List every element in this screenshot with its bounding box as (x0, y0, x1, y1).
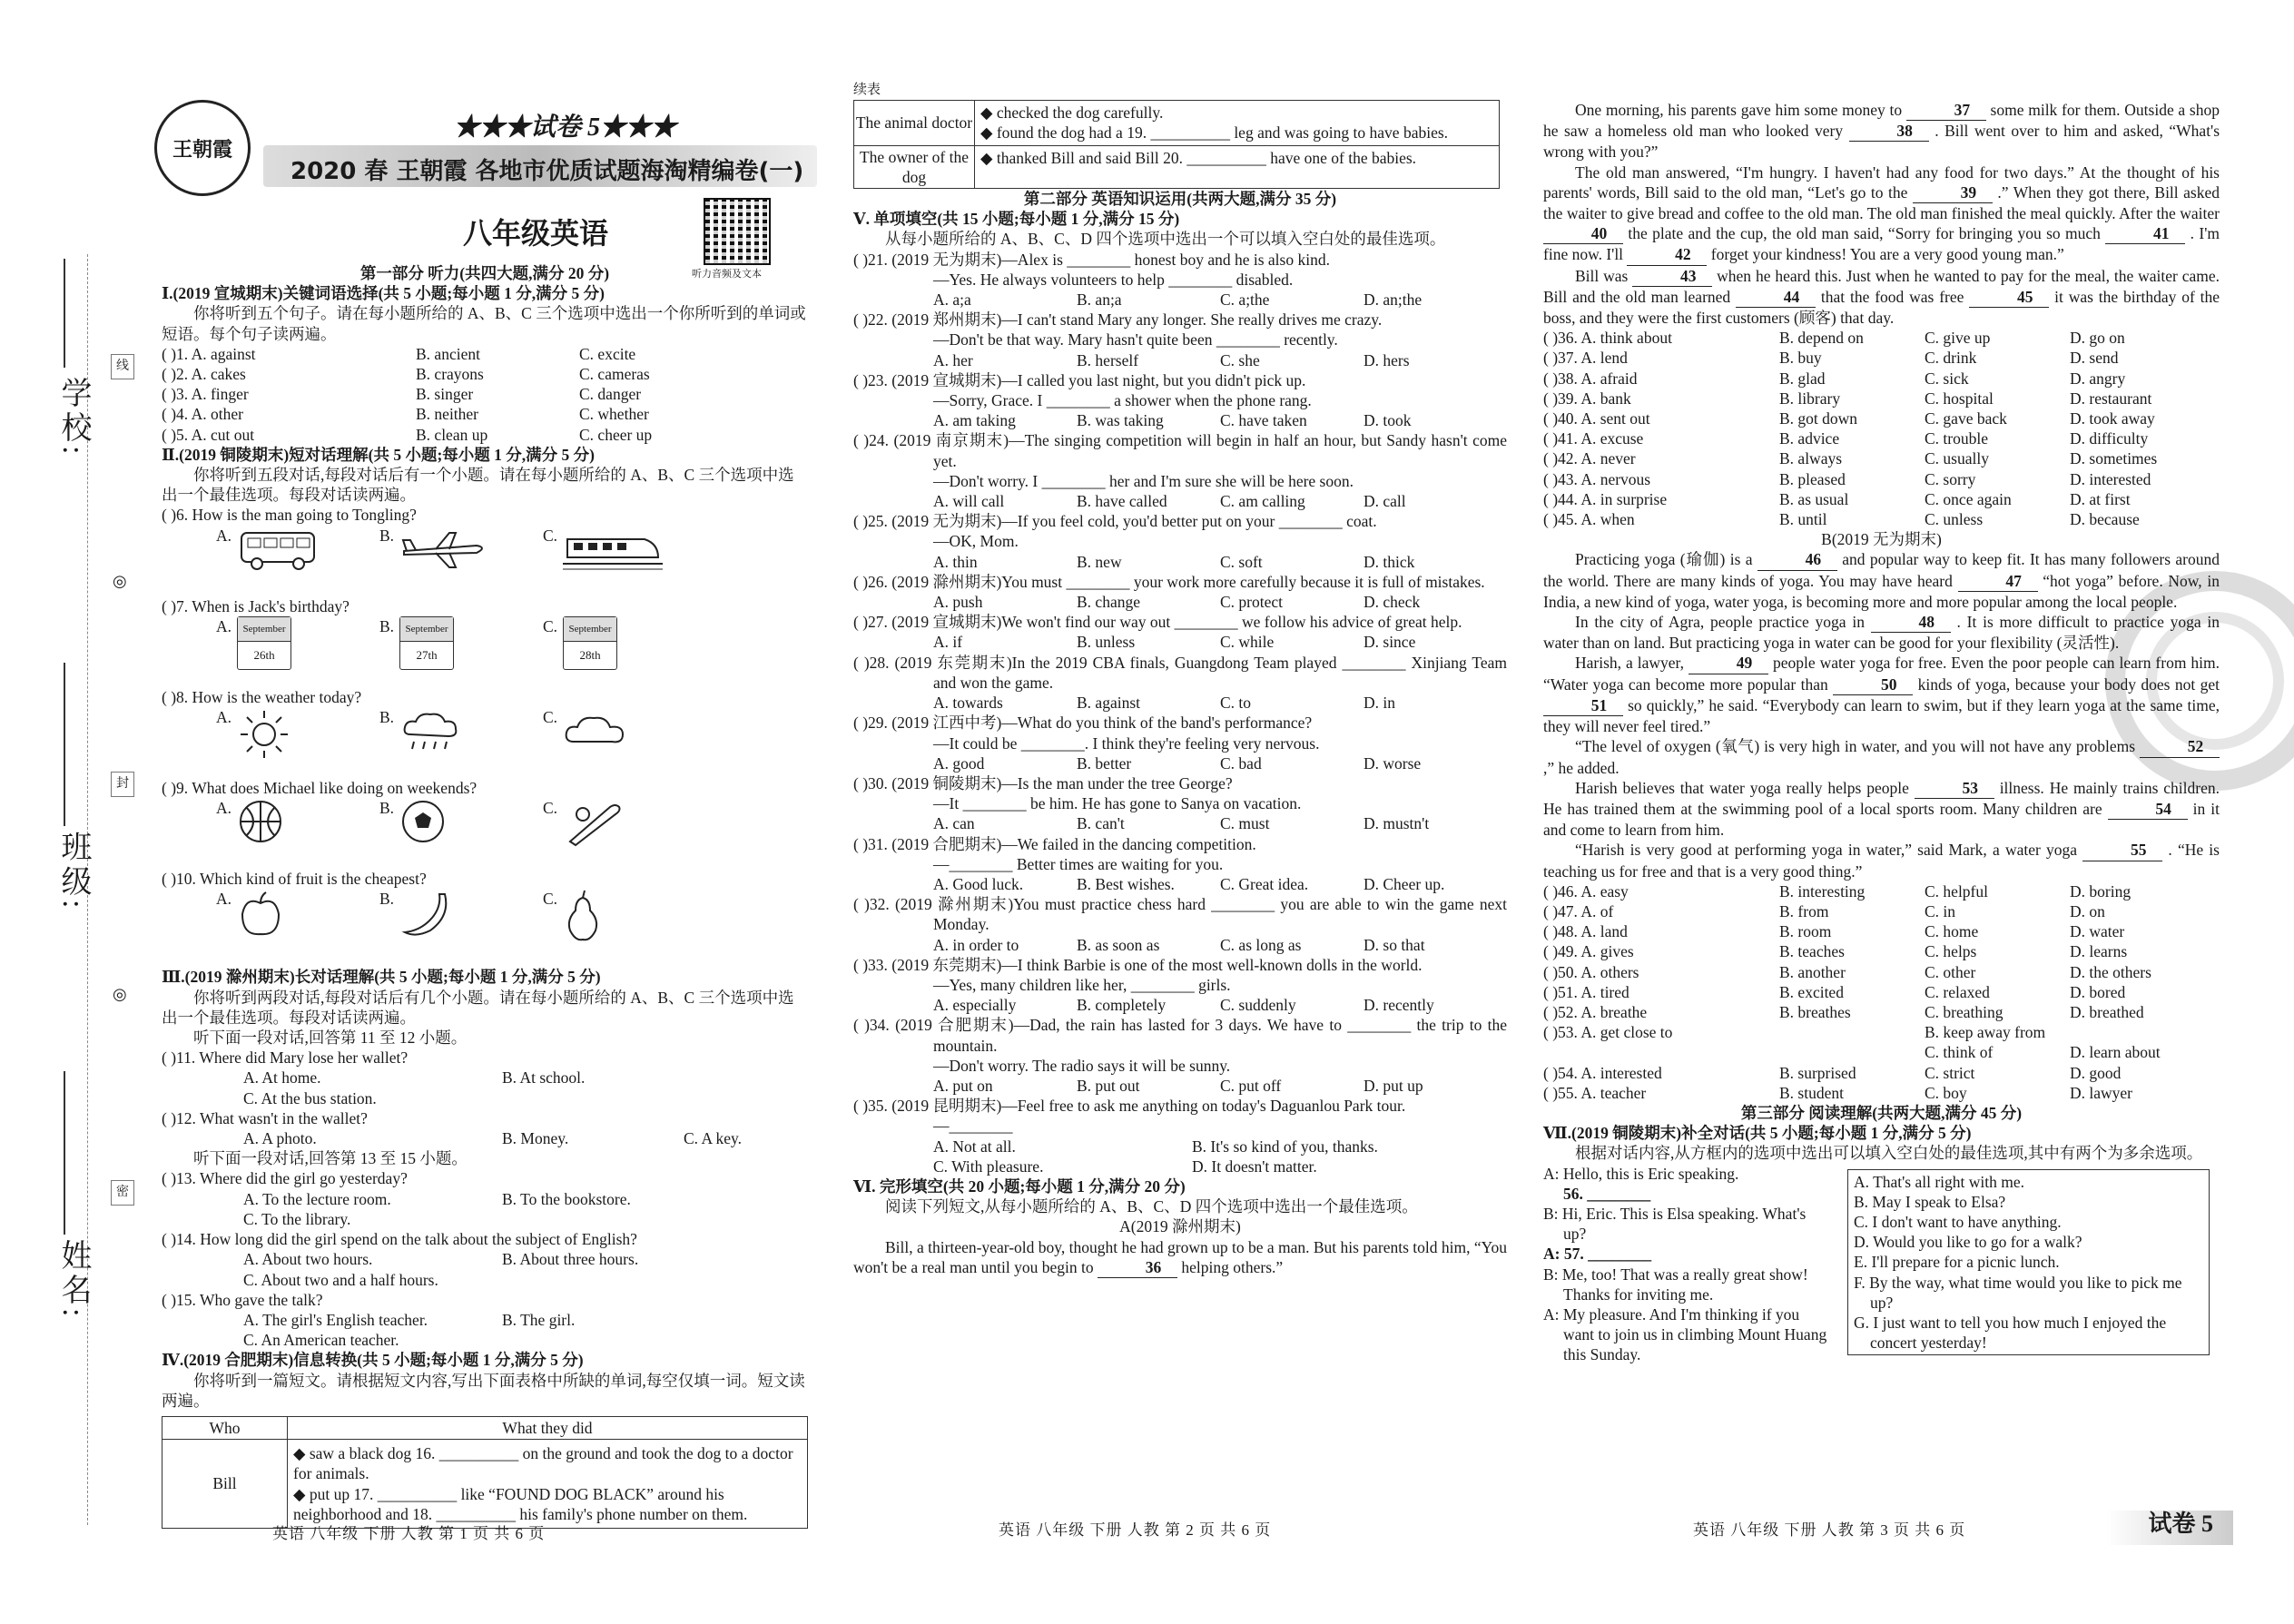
blank-38[interactable]: 38 (1849, 121, 1929, 142)
question-23: ( )23. (2019 宣城期末)—I called you last night, but you didn't pick up. (853, 370, 1306, 389)
question-31: ( )31. (2019 合肥期末)—We failed in the dancing competition. (853, 834, 1256, 853)
info-table: Who What they did Bill ◆ saw a black dog 16. __________ on the ground and took the dog to a doctor for animals. ◆ put up 17. __________ like “FOUND DOG BLACK” around his neighborhood and 18. __________ his family's phone number on them. (162, 1416, 808, 1529)
options-row: A. Good luck. B. Best wishes. C. Great idea. D. Cheer up. (933, 874, 1445, 893)
blank-44[interactable]: 44 (1736, 287, 1816, 308)
options-row: A. if B. unless C. while D. since (933, 633, 1416, 652)
question-24: ( )24. (2019 南京期末)—The singing competition will begin in half an hour, but Sandy hasn't come yet. (853, 431, 1507, 470)
blank-54[interactable]: 54 (2108, 799, 2188, 820)
soccer-ball-icon (399, 798, 447, 845)
part1-heading: 第一部分 听力(共四大题,满分 20 分) (359, 264, 610, 282)
blank-36[interactable]: 36 (1098, 1257, 1177, 1278)
options-row: A. towards B. against C. to D. in (933, 694, 1395, 713)
class-label: 班级: (56, 831, 90, 912)
q9-pictures: A. B. C. (162, 798, 808, 869)
blank-52[interactable]: 52 (2140, 736, 2220, 757)
question-11: ( )11. Where did Mary lose her wallet? (162, 1048, 409, 1068)
options-row: ( )46. A. easy B. interesting C. helpful D. boring (1543, 881, 2132, 901)
bus-icon (237, 526, 319, 571)
question-15: ( )15. Who gave the talk? (162, 1290, 323, 1309)
question-26: ( )26. (2019 滁州期末)You must ________ your work more carefully because it is full of mistakes. (853, 572, 1485, 591)
options-row: ( )47. A. of B. from C. in D. on (1543, 901, 2105, 920)
exam-logo (154, 100, 251, 196)
passage-b-p1: Practicing yoga (瑜伽) is a 46 and popular way to keep fit. It has many followers around the world. There are many kinds of yoga. You may have heard 47 “hot yoga” before. Now, in India, a new kind of yoga, water yoga, is becoming more and more popular among the local people. (1543, 550, 2220, 611)
s6-passage-a-label: A(2019 滁州期末) (1119, 1217, 1241, 1236)
basketball-icon (237, 798, 284, 845)
question-22: ( )22. (2019 郑州期末)—I can't stand Mary any longer. She really drives me crazy. (853, 310, 1383, 330)
options-row: ( )37. A. lend B. buy C. drink D. send (1543, 349, 2119, 368)
part2-heading: 第二部分 英语知识运用(共两大题,满分 35 分) (1023, 190, 1337, 209)
question-35: ( )35. (2019 昆明期末)—Feel free to ask me anything on today's Daguanlou Park tour. (853, 1097, 1406, 1116)
blank-46[interactable]: 46 (1757, 549, 1837, 570)
passage-b-label: B(2019 无为期末) (1821, 530, 1942, 549)
options-row: A. a;a B. an;a C. a;the D. an;the (933, 290, 1423, 310)
options-row: ( )55. A. teacher B. student C. boy D. lawyer (1543, 1083, 2133, 1102)
train-icon (563, 526, 663, 576)
s2-title: Ⅱ.(2019 铜陵期末)短对话理解(共 5 小题;每小题 1 分,满分 5 分) (162, 445, 596, 464)
info-table-cont: The animal doctor ◆ checked the dog carefully. ◆ found the dog had a 19. __________ leg and was going to have babies. The owner of the dog ◆ thanked Bill and said Bill 20. __________ have one of the babies. (853, 100, 1500, 189)
question-1: ( )1. A. against B. ancient C. excite (162, 344, 636, 363)
blank-51[interactable]: 51 (1543, 695, 1623, 716)
s5-instruction: 从每小题所给的 A、B、C、D 四个选项中选出一个可以填入空白处的最佳选项。 (885, 230, 1446, 249)
s5-title: Ⅴ. 单项填空(共 15 小题;每小题 1 分,满分 15 分) (853, 210, 1180, 229)
passage-b-p4: “The level of oxygen (氧气) is very high in water, and you will not have any problems 52 ,” he added. (1543, 736, 2220, 777)
mcq-list: ( )21. (2019 无为期末)—Alex is ________ honest boy and he is also kind. —Yes. He always volunteers to help ________ disabled. A. a;a B. an;a C. a;the D. an;the ( )22. (2019 郑州期末)—I can't stand Mary any longer. She really drives me crazy. —Don't be that way. Mary hasn't quite been ________ recently. A. her B. herself C. she D. hers ( )23. (2019 宣城期末)—I called you last night, but you didn't pick up. —Sorry, Grace. I ________ a shower when the phone rang. A. am taking B. was taking C. have taken D. took ( )24. (2019 南京期末)—The singing competition will begin in half an hour, but Sandy hasn't come yet. —Don't worry. I ________ her and I'm sure she will be here soon. A. will call B. have called C. am calling D. call ( )25. (2019 无为期末)—If you feel cold, you'd better put on your ________ coat. —OK, Mom. A. thin B. new C. soft D. thick ( )26. (2019 滁州期末)You must ________ your work more carefully because it is full of mistakes. A. push B. change C. protect D. check ( )27. (2019 宣城期末)We won't find our way out ________ we follow his advice of great help. A. if B. unless C. while D. since ( )28. (2019 东莞期末)In the 2019 CBA finals, Guangdong Team played ________ Xinjiang Team and won the game. A. towards B. against C. to D. in ( )29. (2019 江西中考)—What do you think of the band's performance? —It could be ________. I think they're feeling very nervous. A. good B. better C. bad D. worse ( )30. (2019 铜陵期末)—Is the man under the tree George? —It ________ be him. He has gone to Sanya on vacation. A. can B. can't C. must D. mustn't ( )31. (2019 合肥期末)—We failed in the dancing competition. —________ Better times are waiting for you. A. Good luck. B. Best wishes. C. Great idea. D. Cheer up. ( )32. (2019 滁州期末)You must practice chess hard ________ you are able to win the game next Monday. A. in order to B. as soon as C. as long as D. so that ( )33. (2019 东莞期末)—I think Barbie is one of the most well-known dolls in the world. —Yes, many children like her, ________ girls. A. especially B. completely C. suddenly D. recently ( )34. (2019 合肥期末)—Dad, the rain has lasted for 3 days. We have to ________ the trip to the mountain. —Don't worry. The radio says it will be sunny. A. put on B. put out C. put off D. put up (853, 250, 1507, 1095)
options-36-45 (1543, 328, 2220, 529)
blank-57[interactable]: A: 57. ________ (1543, 1245, 1652, 1264)
s2-instruction: 你将听到五段对话,每段对话后有一个小题。请在每小题所给的 A、B、C 三个选项中选出一个最佳选项。每段对话读两遍。 (162, 466, 794, 505)
s3-sub2: 听下面一段对话,回答第 13 至 15 小题。 (193, 1149, 468, 1168)
blank-43[interactable]: 43 (1632, 266, 1712, 287)
s3-sub1: 听下面一段对话,回答第 11 至 12 小题。 (193, 1029, 468, 1048)
options-row: ( )39. A. bank B. library C. hospital D. restaurant (1543, 389, 2152, 408)
qr-code[interactable] (704, 198, 771, 265)
blank-53[interactable]: 53 (1915, 778, 1994, 799)
calendar-icon: September 27th (399, 616, 454, 670)
options-box: A. That's all right with me. B. May I speak to Elsa? C. I don't want to have anything. D. Would you like to go for a walk? E. I'll prepare for a picnic lunch. F. By the way, what time would you like to pick me up? G. I just want to tell you how much I enjoyed the concert yesterday! (1847, 1169, 2210, 1356)
blank-39[interactable]: 39 (1913, 182, 1993, 203)
q1-5-list (162, 344, 808, 445)
options-46-55 (1543, 881, 2220, 1103)
options-row: ( )54. A. interested B. surprised C. strict D. good (1543, 1063, 2122, 1082)
s1-instruction: 你将听到五个句子。请在每小题所给的 A、B、C 三个选项中选出一个你所听到的单词或短语。每个句子读两遍。 (162, 304, 806, 343)
options-row: A. thin B. new C. soft D. thick (933, 552, 1415, 571)
options-row: ( )48. A. land B. room C. home D. water (1543, 922, 2125, 941)
question-2: ( )2. A. cakes B. crayons C. cameras (162, 365, 650, 384)
school-label: 学校: (56, 377, 90, 458)
s3-instruction: 你将听到两段对话,每段对话后有几个小题。请在每小题所给的 A、B、C 三个选项中选出一个最佳选项。每段对话读两遍。 (162, 988, 794, 1027)
footer-page-2: 英语 八年级 下册 人教 第 2 页 共 6 页 (999, 1521, 1272, 1539)
question-27: ( )27. (2019 宣城期末)We won't find our way out ________ we follow his advice of great help. (853, 613, 1462, 632)
options-row: ( )52. A. breathe B. breathes C. breathing D. breathed (1543, 1002, 2144, 1021)
options-row: A. good B. better C. bad D. worse (933, 753, 1422, 773)
options-row: A. her B. herself C. she D. hers (933, 350, 1410, 369)
blank-48[interactable]: 48 (1871, 612, 1951, 633)
calendar-icon: September 26th (237, 616, 291, 670)
options-row: A. put on B. put out C. put off D. put up (933, 1076, 1423, 1095)
table-line-16: ◆ saw a black dog 16. __________ on the ground and took the dog to a doctor for animals. (293, 1444, 793, 1483)
question-28: ( )28. (2019 东莞期末)In the 2019 CBA finals, Guangdong Team played ________ Xinjiang Team and won the game. (853, 653, 1507, 692)
pear-icon (563, 889, 603, 943)
options-row: ( )36. A. think about B. depend on C. give up D. go on (1543, 329, 2125, 348)
footer-page-3: 英语 八年级 下册 人教 第 3 页 共 6 页 (1693, 1521, 1966, 1539)
options-row: ( )40. A. sent out B. got down C. gave back D. took away (1543, 409, 2155, 428)
options-row: ( )51. A. tired B. excited C. relaxed D. bored (1543, 982, 2126, 1001)
part3-heading: 第三部分 阅读理解(共两大题,满分 45 分) (1740, 1103, 2023, 1122)
blank-56[interactable]: 56. ________ (1563, 1184, 1651, 1203)
options-row: ( )38. A. afraid B. glad C. sick D. angry (1543, 369, 2126, 388)
blank-49[interactable]: 49 (1689, 653, 1768, 674)
page-title: 八年级英语 (463, 216, 609, 251)
question-14: ( )14. How long did the girl spend on the talk about the subject of English? (162, 1230, 637, 1249)
blank-50[interactable]: 50 (1833, 674, 1913, 695)
question-7: ( )7. When is Jack's birthday? (162, 596, 350, 615)
page-1: 学校: 班级: 姓名: 线 封 密 ◎ ◎ 王朝霞 ★★★试卷 5★★★ 2020 春 王朝霞 各地市优质试题海淘精编卷(一) 八年级英语 听力音频及文本 第一部分 听力(共四大题,满分 20 分) Ⅰ.(2019 宣城期末)关键词语选择(共 5 小题;每小题 1 分,满分 5 分) 你将听到五个句子。请在每小题所给的 A、B、C 三个选项中选出一个你所听到的单词或短语。每个句子读两遍。 ( )1. A. against B. ancient C. excite ( )2. A. cakes B. crayons C. cameras ( )3. A. finger B. singer C. danger ( )4. A. other B. neither C. whether ( )5. A. cut out B. clean up C. cheer up Ⅱ.(2019 铜陵期末)短对话理解(共 5 小题;每小题 1 分,满分 5 分) 你将听到五段对话,每段对话后有一个小题。请在每小题所给的 A、B、C 三个选项中选出一个最佳选项。每段对话读两遍。 ( )6. How is the man going to Tongling? A. B. C. ( )7. When is Jack's birthday? A. September 26th B. September 27th C. September 28th ( )8. How is the weather today? A. B. C. ( )9. What does Michael like doing on weekends? A. B. C. ( )10. Which kind of fruit is the cheapest? A. B. C. Ⅲ.(2019 滁州期末)长对话理解(共 5 小题;每小题 1 分,满分 5 分) 你将听到两段对话,每段对话后有几个小题。请在每小题所给的 A、B、C 三个选项中选出一个最佳选项。每段对话读两遍。 听下面一段对话,回答第 11 至 12 小题。 ( )11. Where did Mary lose her wallet? A. At home. B. At school. C. At the bus station. ( )12. What wasn't in the wallet? A. A photo. B. Money. C. A key. 听下面一段对话,回答第 13 至 15 小题。 ( )13. Where did the girl go yesterday? A. To the lecture room. B. To the bookstore. C. To the library. ( )14. How long did the girl spend on the talk about the subject of English? A. About two hours. B. About three hours. C. About two and a half hours. ( )15. Who gave the talk? A. The girl's English teacher. B. The girl. C. An American teacher. Ⅳ.(2019 合肥期末)信息转换(共 5 小题;每小题 1 分,满分 5 分) 你将听到一篇短文。请根据短文内容,写出下面表格中所缺的单词,每空仅填一词。短文读两遍。 Who What they did Bill ◆ saw a black dog 16. __________ on the ground and took the dog to a doctor for animals. ◆ put up 17. __________ like “FOUND DOG BLACK” around his neighborhood and 18. __________ his family's phone number on them. 英语 八年级 下册 人教 第 1 页 共 6 页 (0, 0, 822, 1624)
rain-cloud-icon (399, 707, 463, 762)
s4-title: Ⅳ.(2019 合肥期末)信息转换(共 5 小题;每小题 1 分,满分 5 分) (162, 1351, 584, 1370)
options-row: ( )50. A. others B. another C. other D. the others (1543, 962, 2151, 981)
blank-40[interactable]: 40 (1543, 223, 1623, 244)
passage-a-p2: The old man answered, “I'm hungry. I haven't had any food for two days.” At the thought of his parents' words, Bill said to the old man, “Let's go to the 39 .” When they got there, Bill asked the waiter to give bread and coffee to the old man. The old man finished the meal quickly. After the waiter 40 the plate and the cup, the old man said, “Sorry for bringing you so much 41 . I'm fine now. I'll 42 forget your kindness! You are a very good young man.” (1543, 162, 2220, 266)
options-row: C. think of D. learn about (1925, 1043, 2161, 1062)
logo-text: 王朝霞 (172, 137, 232, 161)
apple-icon (237, 889, 284, 940)
sun-icon (237, 707, 291, 762)
q8-pictures: A. B. C. (162, 707, 808, 778)
passage-b-p2: In the city of Agra, people practice yoga in 48 . It is more difficult to practice yoga in water than on land. But practicing yoga in water can be good for your flexibility (灵活性). (1543, 613, 2220, 653)
s6-instruction: 阅读下列短文,从每小题所给的 A、B、C、D 四个选项中选出一个最佳选项。 (885, 1197, 1418, 1216)
passage-a-p1: One morning, his parents gave him some money to 37 some milk for them. Outside a shop he saw a homeless old man who looked very 38 . Bill went over to him and asked, “What's wrong with you?” (1543, 101, 2220, 162)
passage-b-p6: “Harish is very good at performing yoga in water,” said Mark, a water yoga 55 . “He is teaching us for free and that is a very good thing.” (1543, 841, 2220, 881)
question-29: ( )29. (2019 江西中考)—What do you think of the band's performance? (853, 714, 1313, 733)
table-line-17-18: ◆ put up 17. __________ like “FOUND DOG BLACK” around his neighborhood and 18. __________ his family's phone number on them. (293, 1484, 748, 1523)
passage-b-p3: Harish, a lawyer, 49 people water yoga for free. Even the poor people can learn from him. “Water yoga can become more popular than 50 kinds of yoga, because your body does not get 51 so quickly,” he said. “Everybody can learn to swim, but if they learn yoga at the same time, they will never feel tired.” (1543, 654, 2220, 736)
options-row: A. in order to B. as soon as C. as long as D. so that (933, 935, 1425, 954)
seal-secret: 密 (111, 1180, 134, 1206)
question-32: ( )32. (2019 滁州期末)You must practice chess hard ________ you are able to win the game next Monday. (853, 895, 1507, 934)
options-row: A. am taking B. was taking C. have taken D. took (933, 411, 1412, 430)
options-row: A. can B. can't C. must D. mustn't (933, 814, 1430, 833)
question-3: ( )3. A. finger B. singer C. danger (162, 385, 642, 404)
options-row: A. will call B. have called C. am calling D. call (933, 492, 1406, 511)
table-line-20: ◆ thanked Bill and said Bill 20. __________ have one of the babies. (980, 148, 1417, 167)
dialogue: A: Hello, this is Eric speaking. 56. ________ B: Hi, Eric. This is Elsa speaking. What's up? A: 57. ________ B: Me, too! That was a really great show! Thanks for inviting me. A: My pleasure. And I'm thinking if you want to join us in climbing Mount Huang this Sunday. (1543, 1164, 1829, 1365)
question-25: ( )25. (2019 无为期末)—If you feel cold, you'd better put on your ________ coat. (853, 512, 1377, 531)
question-30: ( )30. (2019 铜陵期末)—Is the man under the tree George? (853, 773, 1233, 792)
passage-a-start: Bill, a thirteen-year-old boy, thought he had grown up to be a man. But his parents told him, “You won't be a real man until you begin to 36 helping others.” (853, 1237, 1507, 1278)
options-row: ( )49. A. gives B. teaches C. helps D. learns (1543, 942, 2128, 961)
blank-55[interactable]: 55 (2082, 840, 2162, 861)
s6-title: Ⅵ. 完形填空(共 20 小题;每小题 1 分,满分 20 分) (853, 1176, 1186, 1196)
exam-number: ★★★试卷 5★★★ (454, 113, 677, 142)
seal-line: 线 (111, 354, 134, 379)
options-row: ( )43. A. nervous B. pleased C. sorry D. interested (1543, 469, 2151, 488)
options-row: ( )45. A. when B. until C. unless D. because (1543, 510, 2140, 529)
blank-42[interactable]: 42 (1627, 244, 1707, 265)
seal-seal: 封 (111, 772, 134, 797)
baseball-bat-icon (563, 798, 626, 848)
blank-47[interactable]: 47 (1958, 571, 2038, 592)
blank-37[interactable]: 37 (1906, 100, 1986, 121)
table-continued: 续表 (853, 83, 881, 97)
blank-41[interactable]: 41 (2105, 223, 2185, 244)
airplane-icon (399, 526, 490, 571)
question-9: ( )9. What does Michael like doing on weekends? (162, 779, 478, 798)
calendar-icon: September 28th (563, 616, 617, 670)
exam-tag: 试卷 5 (2106, 1511, 2233, 1545)
q10-pictures: A. B. C. (162, 889, 808, 960)
s7-title: Ⅶ.(2019 铜陵期末)补全对话(共 5 小题;每小题 1 分,满分 5 分) (1543, 1124, 1972, 1143)
passage-a-p3: Bill was 43 when he heard this. Just when he wanted to pay for the meal, the waiter came. Bill and the old man learned 44 that the food was free 45 it was the birthday of the boss, and they were the first customers (顾客) that day. (1543, 266, 2220, 328)
cloud-icon (563, 707, 626, 753)
options-row: ( )42. A. never B. always C. usually D. sometimes (1543, 449, 2158, 468)
q7-calendars: A. September 26th B. September 27th C. September 28th (162, 616, 808, 687)
question-5: ( )5. A. cut out B. clean up C. cheer up (162, 425, 653, 444)
question-21: ( )21. (2019 无为期末)—Alex is ________ honest boy and he is also kind. (853, 250, 1330, 269)
exam-series (263, 145, 817, 187)
s4-instruction: 你将听到一篇短文。请根据短文内容,写出下面表格中所缺的单词,每空仅填一词。短文读两遍。 (162, 1371, 805, 1410)
options-row: ( )44. A. in surprise B. as usual C. once again D. at first (1543, 489, 2131, 508)
q6-pictures: A. B. C. (162, 526, 808, 596)
question-8: ( )8. How is the weather today? (162, 687, 362, 706)
options-row: A. push B. change C. protect D. check (933, 593, 1421, 612)
dialogue-section (1543, 1164, 2220, 1365)
qr-caption: 听力音频及文本 (692, 269, 762, 280)
options-row: ( )41. A. excuse B. advice C. trouble D. difficulty (1543, 429, 2149, 448)
passage-b-p5: Harish believes that water yoga really helps people 53 illness. He mainly trains children. He has trained them at the swimming pool of a local sports room. Many children are 54 in it and come to learn from him. (1543, 778, 2220, 840)
banana-icon (399, 889, 454, 940)
table-line-19: ◆ found the dog had a 19. __________ leg and was going to have babies. (980, 123, 1449, 143)
footer-page-1: 英语 八年级 下册 人教 第 1 页 共 6 页 (272, 1525, 546, 1542)
series-text: 2020 春 王朝霞 各地市优质试题海淘精编卷(一) (290, 158, 804, 185)
s1-title: Ⅰ.(2019 宣城期末)关键词语选择(共 5 小题;每小题 1 分,满分 5 分) (162, 284, 605, 303)
question-6: ( )6. How is the man going to Tongling? (162, 506, 417, 525)
options-row: A. especially B. completely C. suddenly D. recently (933, 996, 1434, 1015)
options-row: ( )53. A. get close to B. keep away from (1543, 1023, 2046, 1042)
name-label: 姓名: (56, 1239, 90, 1321)
s3-title: Ⅲ.(2019 滁州期末)长对话理解(共 5 小题;每小题 1 分,满分 5 分) (162, 968, 601, 987)
s7-instruction: 根据对话内容,从方框内的选项中选出可以填入空白处的最佳选项,其中有两个为多余选项。 (1575, 1144, 2203, 1163)
question-10: ( )10. Which kind of fruit is the cheapest? (162, 870, 427, 889)
question-4: ( )4. A. other B. neither C. whether (162, 405, 649, 424)
question-33: ( )33. (2019 东莞期末)—I think Barbie is one of the most well-known dolls in the world. (853, 955, 1423, 974)
blank-45[interactable]: 45 (1969, 287, 2049, 308)
question-12: ( )12. What wasn't in the wallet? (162, 1108, 368, 1127)
question-13: ( )13. Where did the girl go yesterday? (162, 1169, 408, 1188)
question-34: ( )34. (2019 合肥期末)—Dad, the rain has lasted for 3 days. We have to ________ the trip to the mountain. (853, 1016, 1507, 1055)
